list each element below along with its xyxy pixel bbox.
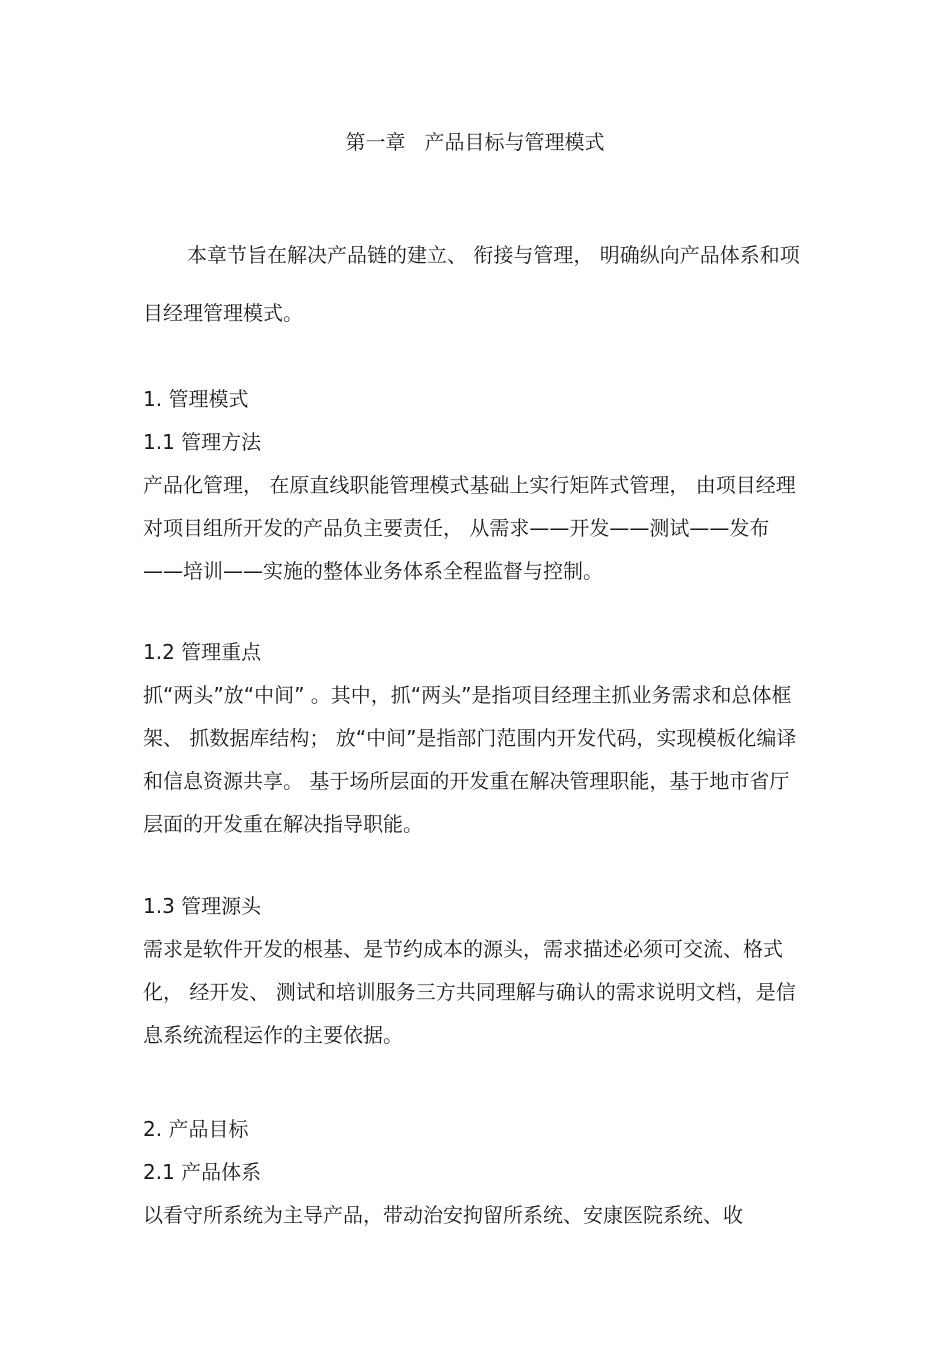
section-management-source xyxy=(143,885,808,1057)
subsection-heading: 1.1 管理方法 xyxy=(143,430,262,454)
subsection-heading: 1.2 管理重点 xyxy=(143,640,262,664)
section-management-mode xyxy=(143,378,808,593)
section-body: 以看守所系统为主导产品，带动治安拘留所系统、安康医院系统、收 xyxy=(143,1203,743,1227)
section-body: 抓“两头”放“中间” 。其中，抓“两头”是指项目经理主抓业务需求和总体框架、 抓数据库结构； 放“中间”是指部门范围内开发代码，实现模板化编译和信息资源共享。 基于场所层面的开发重在解决管理职能，基于地市省厅层面的开发重在解决指导职能。 xyxy=(143,683,797,836)
subsection-heading: 2.1 产品体系 xyxy=(143,1160,262,1184)
section-heading: 1. 管理模式 xyxy=(143,387,249,411)
chapter-title: 第一章 产品目标与管理模式 xyxy=(345,130,605,154)
intro-text: 本章节旨在解决产品链的建立、 衔接与管理， 明确纵向产品体系和项目经理管理模式。 xyxy=(143,243,800,325)
section-product-goals xyxy=(143,1108,808,1237)
section-body: 产品化管理， 在原直线职能管理模式基础上实行矩阵式管理， 由项目经理对项目组所开发的产品负主要责任， 从需求——开发——测试——发布——培训——实施的整体业务体系全程监督与控制。 xyxy=(143,473,796,583)
section-heading: 2. 产品目标 xyxy=(143,1117,249,1141)
intro-paragraph xyxy=(143,226,808,342)
section-management-focus xyxy=(143,631,808,846)
section-body: 需求是软件开发的根基、是节约成本的源头，需求描述必须可交流、格式化， 经开发、 测试和培训服务三方共同理解与确认的需求说明文档，是信息系统流程运作的主要依据。 xyxy=(143,937,796,1047)
subsection-heading: 1.3 管理源头 xyxy=(143,894,262,918)
